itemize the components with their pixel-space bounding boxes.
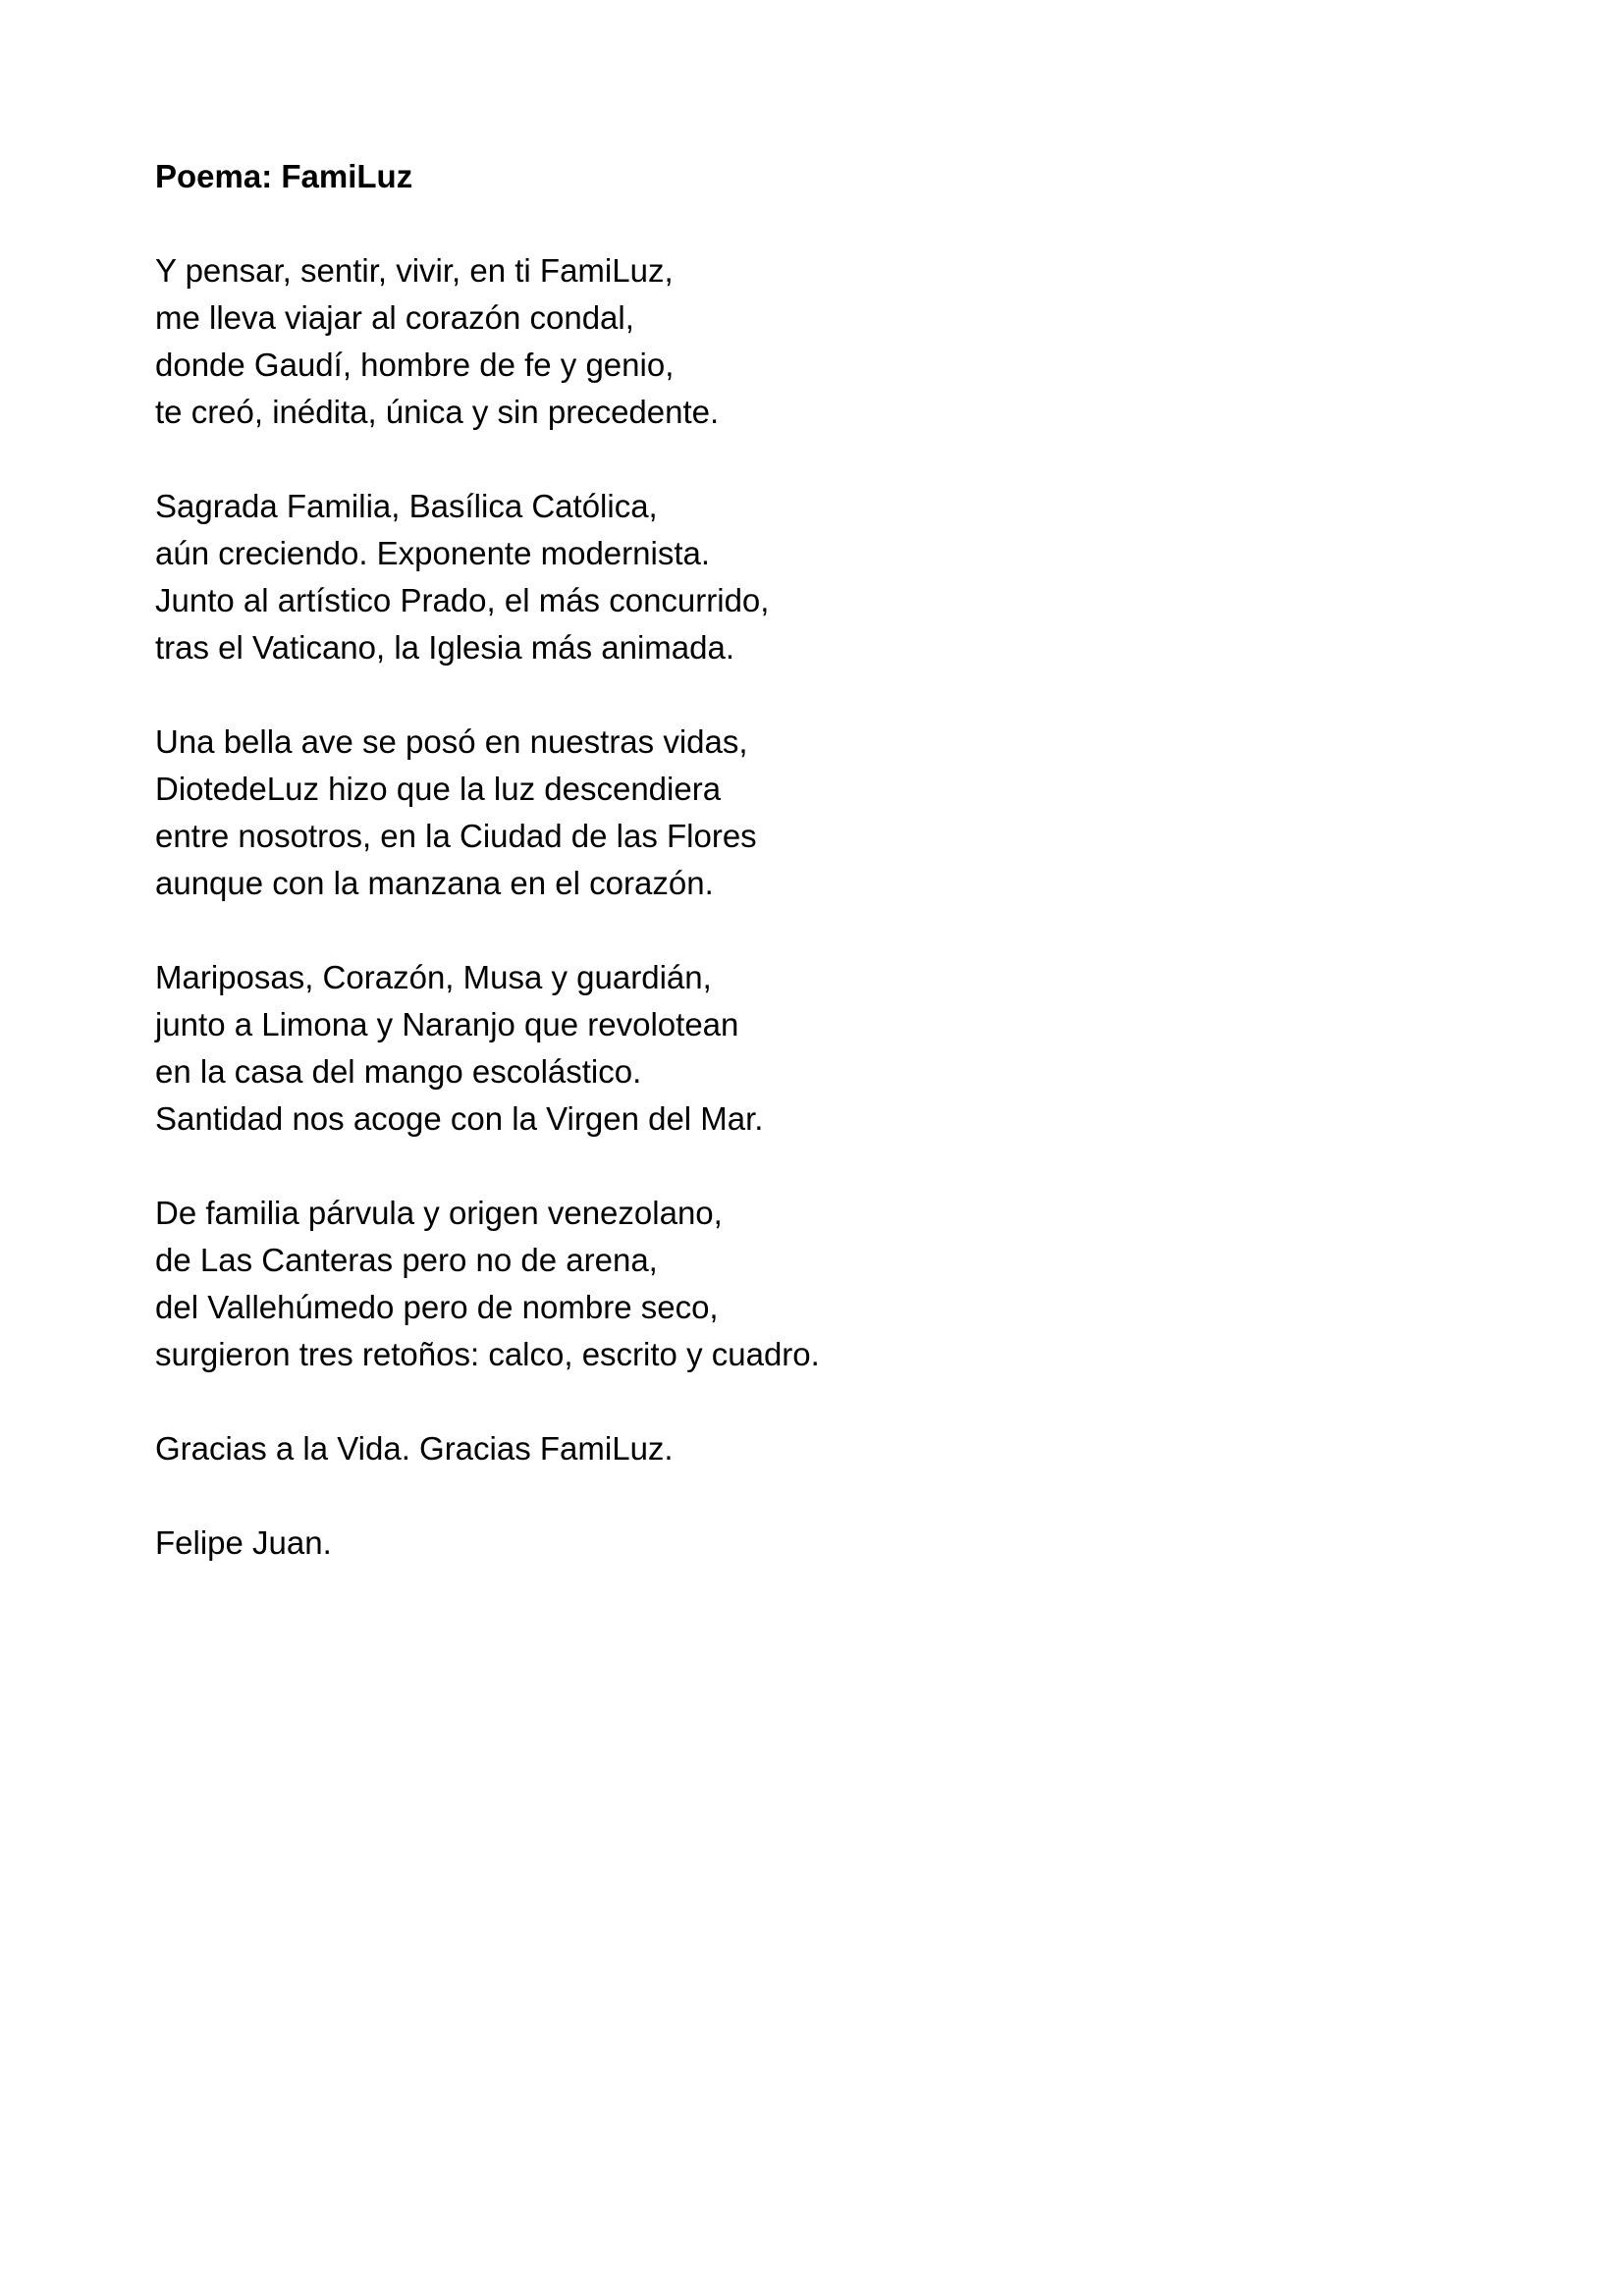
closing-line: Gracias a la Vida. Gracias FamiLuz. [155,1430,674,1467]
poem-line: aunque con la manzana en el corazón. [155,865,714,901]
poem-line: tras el Vaticano, la Iglesia más animada. [155,629,735,666]
poem-line: Una bella ave se posó en nuestras vidas, [155,723,748,760]
poem-line: donde Gaudí, hombre de fe y genio, [155,347,675,383]
poem-line: entre nosotros, en la Ciudad de las Flores [155,818,757,854]
poem-line: te creó, inédita, única y sin precedente. [155,394,720,430]
poem-title: Poema: FamiLuz [155,158,413,194]
stanza [155,954,1432,1143]
stanza [155,247,1432,436]
stanza [155,1190,1432,1378]
author-signature: Felipe Juan. [155,1524,332,1561]
poem-line: junto a Limona y Naranjo que revolotean [155,1006,739,1042]
poem-line: surgieron tres retoños: calco, escrito y cuadro. [155,1336,820,1372]
poem-line: De familia párvula y origen venezolano, [155,1195,723,1231]
poem-body [155,153,1432,1567]
poem-line: DiotedeLuz hizo que la luz descendiera [155,771,722,807]
poem-line: Mariposas, Corazón, Musa y guardián, [155,959,712,995]
stanza [155,719,1432,907]
poem-line: de Las Canteras pero no de arena, [155,1242,658,1278]
poem-line: Y pensar, sentir, vivir, en ti FamiLuz, [155,252,674,289]
poem-line: Santidad nos acoge con la Virgen del Mar. [155,1100,764,1137]
poem-line: Sagrada Familia, Basílica Católica, [155,488,658,524]
poem-line: del Vallehúmedo pero de nombre seco, [155,1289,719,1325]
poem-line: en la casa del mango escolástico. [155,1053,642,1090]
poem-line: aún creciendo. Exponente modernista. [155,535,711,571]
poem-line: Junto al artístico Prado, el más concurrido, [155,582,770,618]
poem-line: me lleva viajar al corazón condal, [155,299,634,336]
stanza [155,483,1432,671]
